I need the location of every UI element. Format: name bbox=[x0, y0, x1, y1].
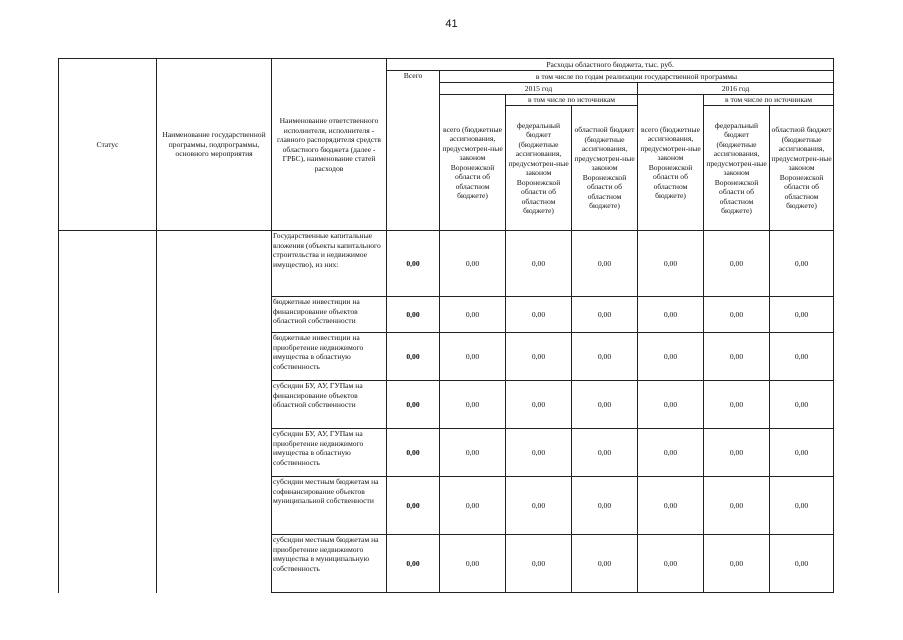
header-2015-by-sources: в том числе по источникам bbox=[506, 95, 638, 106]
value-2016-federal: 0,00 bbox=[704, 535, 770, 593]
value-total: 0,00 bbox=[387, 231, 440, 297]
value-2015-all: 0,00 bbox=[440, 477, 506, 535]
value-2015-regional: 0,00 bbox=[572, 231, 638, 297]
header-2016-federal: федеральный бюджет (бюджетные ассигнования, предусмотрен-ные законом Воронежской области об областном бюджете) bbox=[704, 106, 770, 231]
value-2016-all: 0,00 bbox=[638, 429, 704, 477]
value-2015-federal: 0,00 bbox=[506, 231, 572, 297]
value-2016-all: 0,00 bbox=[638, 333, 704, 381]
value-2015-federal: 0,00 bbox=[506, 477, 572, 535]
value-2015-federal: 0,00 bbox=[506, 333, 572, 381]
value-2016-federal: 0,00 bbox=[704, 429, 770, 477]
value-2016-all: 0,00 bbox=[638, 381, 704, 429]
value-2016-regional: 0,00 bbox=[770, 333, 834, 381]
value-2016-all: 0,00 bbox=[638, 477, 704, 535]
value-2016-regional: 0,00 bbox=[770, 535, 834, 593]
header-executor: Наименование ответственного исполнителя, исполнителя - главного распорядителя средств областного бюджета (далее - ГРБС), наименование статей расходов bbox=[272, 59, 387, 231]
value-2016-all: 0,00 bbox=[638, 231, 704, 297]
value-2015-all: 0,00 bbox=[440, 381, 506, 429]
value-2016-federal: 0,00 bbox=[704, 333, 770, 381]
header-expenses-title: Расходы областного бюджета, тыс. руб. bbox=[387, 59, 834, 71]
row-label: субсидии БУ, АУ, ГУПам на приобретение недвижимого имущества в областную собственность bbox=[272, 429, 387, 477]
row-label: бюджетные инвестиции на приобретение недвижимого имущества в областную собственность bbox=[272, 333, 387, 381]
header-program-name: Наименование государственной программы, подпрограммы, основного мероприятия bbox=[157, 59, 272, 231]
value-2016-all: 0,00 bbox=[638, 535, 704, 593]
row-label: субсидии местным бюджетам на софинансирование объектов муниципальной собственности bbox=[272, 477, 387, 535]
value-2016-federal: 0,00 bbox=[704, 231, 770, 297]
value-2015-federal: 0,00 bbox=[506, 535, 572, 593]
value-2015-all: 0,00 bbox=[440, 429, 506, 477]
value-2015-federal: 0,00 bbox=[506, 429, 572, 477]
value-total: 0,00 bbox=[387, 429, 440, 477]
value-2016-federal: 0,00 bbox=[704, 477, 770, 535]
value-total: 0,00 bbox=[387, 333, 440, 381]
value-2015-federal: 0,00 bbox=[506, 297, 572, 333]
header-2015-all: всего (бюджетные ассигнования, предусмотрен-ные законом Воронежской области об областном бюджете) bbox=[440, 95, 506, 231]
row-label: субсидии местным бюджетам на приобретение недвижимого имущества в муниципальную собственность bbox=[272, 535, 387, 593]
value-2015-regional: 0,00 bbox=[572, 477, 638, 535]
value-2016-all: 0,00 bbox=[638, 297, 704, 333]
value-2015-regional: 0,00 bbox=[572, 297, 638, 333]
value-2016-regional: 0,00 bbox=[770, 297, 834, 333]
value-2016-regional: 0,00 bbox=[770, 429, 834, 477]
value-2016-regional: 0,00 bbox=[770, 231, 834, 297]
header-2015-federal: федеральный бюджет (бюджетные ассигнования, предусмотрен-ные законом Воронежской области об областном бюджете) bbox=[506, 106, 572, 231]
value-2015-all: 0,00 bbox=[440, 231, 506, 297]
value-2015-regional: 0,00 bbox=[572, 535, 638, 593]
budget-table bbox=[58, 58, 834, 593]
program-name-cell bbox=[157, 231, 272, 593]
value-total: 0,00 bbox=[387, 535, 440, 593]
page-number: 41 bbox=[445, 18, 458, 30]
value-2015-all: 0,00 bbox=[440, 297, 506, 333]
value-2016-regional: 0,00 bbox=[770, 381, 834, 429]
header-status: Статус bbox=[59, 59, 157, 231]
value-2015-all: 0,00 bbox=[440, 535, 506, 593]
value-2015-all: 0,00 bbox=[440, 333, 506, 381]
value-2015-regional: 0,00 bbox=[572, 333, 638, 381]
value-2015-regional: 0,00 bbox=[572, 381, 638, 429]
value-total: 0,00 bbox=[387, 381, 440, 429]
value-2015-regional: 0,00 bbox=[572, 429, 638, 477]
header-2016-by-sources: в том числе по источникам bbox=[704, 95, 834, 106]
value-total: 0,00 bbox=[387, 297, 440, 333]
value-2016-federal: 0,00 bbox=[704, 381, 770, 429]
row-label: бюджетные инвестиции на финансирование объектов областной собственности bbox=[272, 297, 387, 333]
header-2016-regional: областной бюджет (бюджетные ассигнования, предусмотрен-ные законом Воронежской области об областном бюджете) bbox=[770, 106, 834, 231]
header-total: Всего bbox=[387, 71, 440, 231]
value-2016-federal: 0,00 bbox=[704, 297, 770, 333]
header-by-years: в том числе по годам реализации государственной программы bbox=[440, 71, 834, 83]
value-total: 0,00 bbox=[387, 477, 440, 535]
value-2015-federal: 0,00 bbox=[506, 381, 572, 429]
header-2015-regional: областной бюджет (бюджетные ассигнования, предусмотрен-ные законом Воронежской области об областном бюджете) bbox=[572, 106, 638, 231]
row-label: субсидии БУ, АУ, ГУПам на финансирование объектов областной собственности bbox=[272, 381, 387, 429]
status-cell bbox=[59, 231, 157, 593]
header-year-2015: 2015 год bbox=[440, 83, 638, 95]
header-2016-all: всего (бюджетные ассигнования, предусмотрен-ные законом Воронежской области об областном бюджете) bbox=[638, 95, 704, 231]
value-2016-regional: 0,00 bbox=[770, 477, 834, 535]
header-year-2016: 2016 год bbox=[638, 83, 834, 95]
row-label: Государственные капитальные вложения (объекты капитального строительства и недвижимое имущество), из них: bbox=[272, 231, 387, 297]
